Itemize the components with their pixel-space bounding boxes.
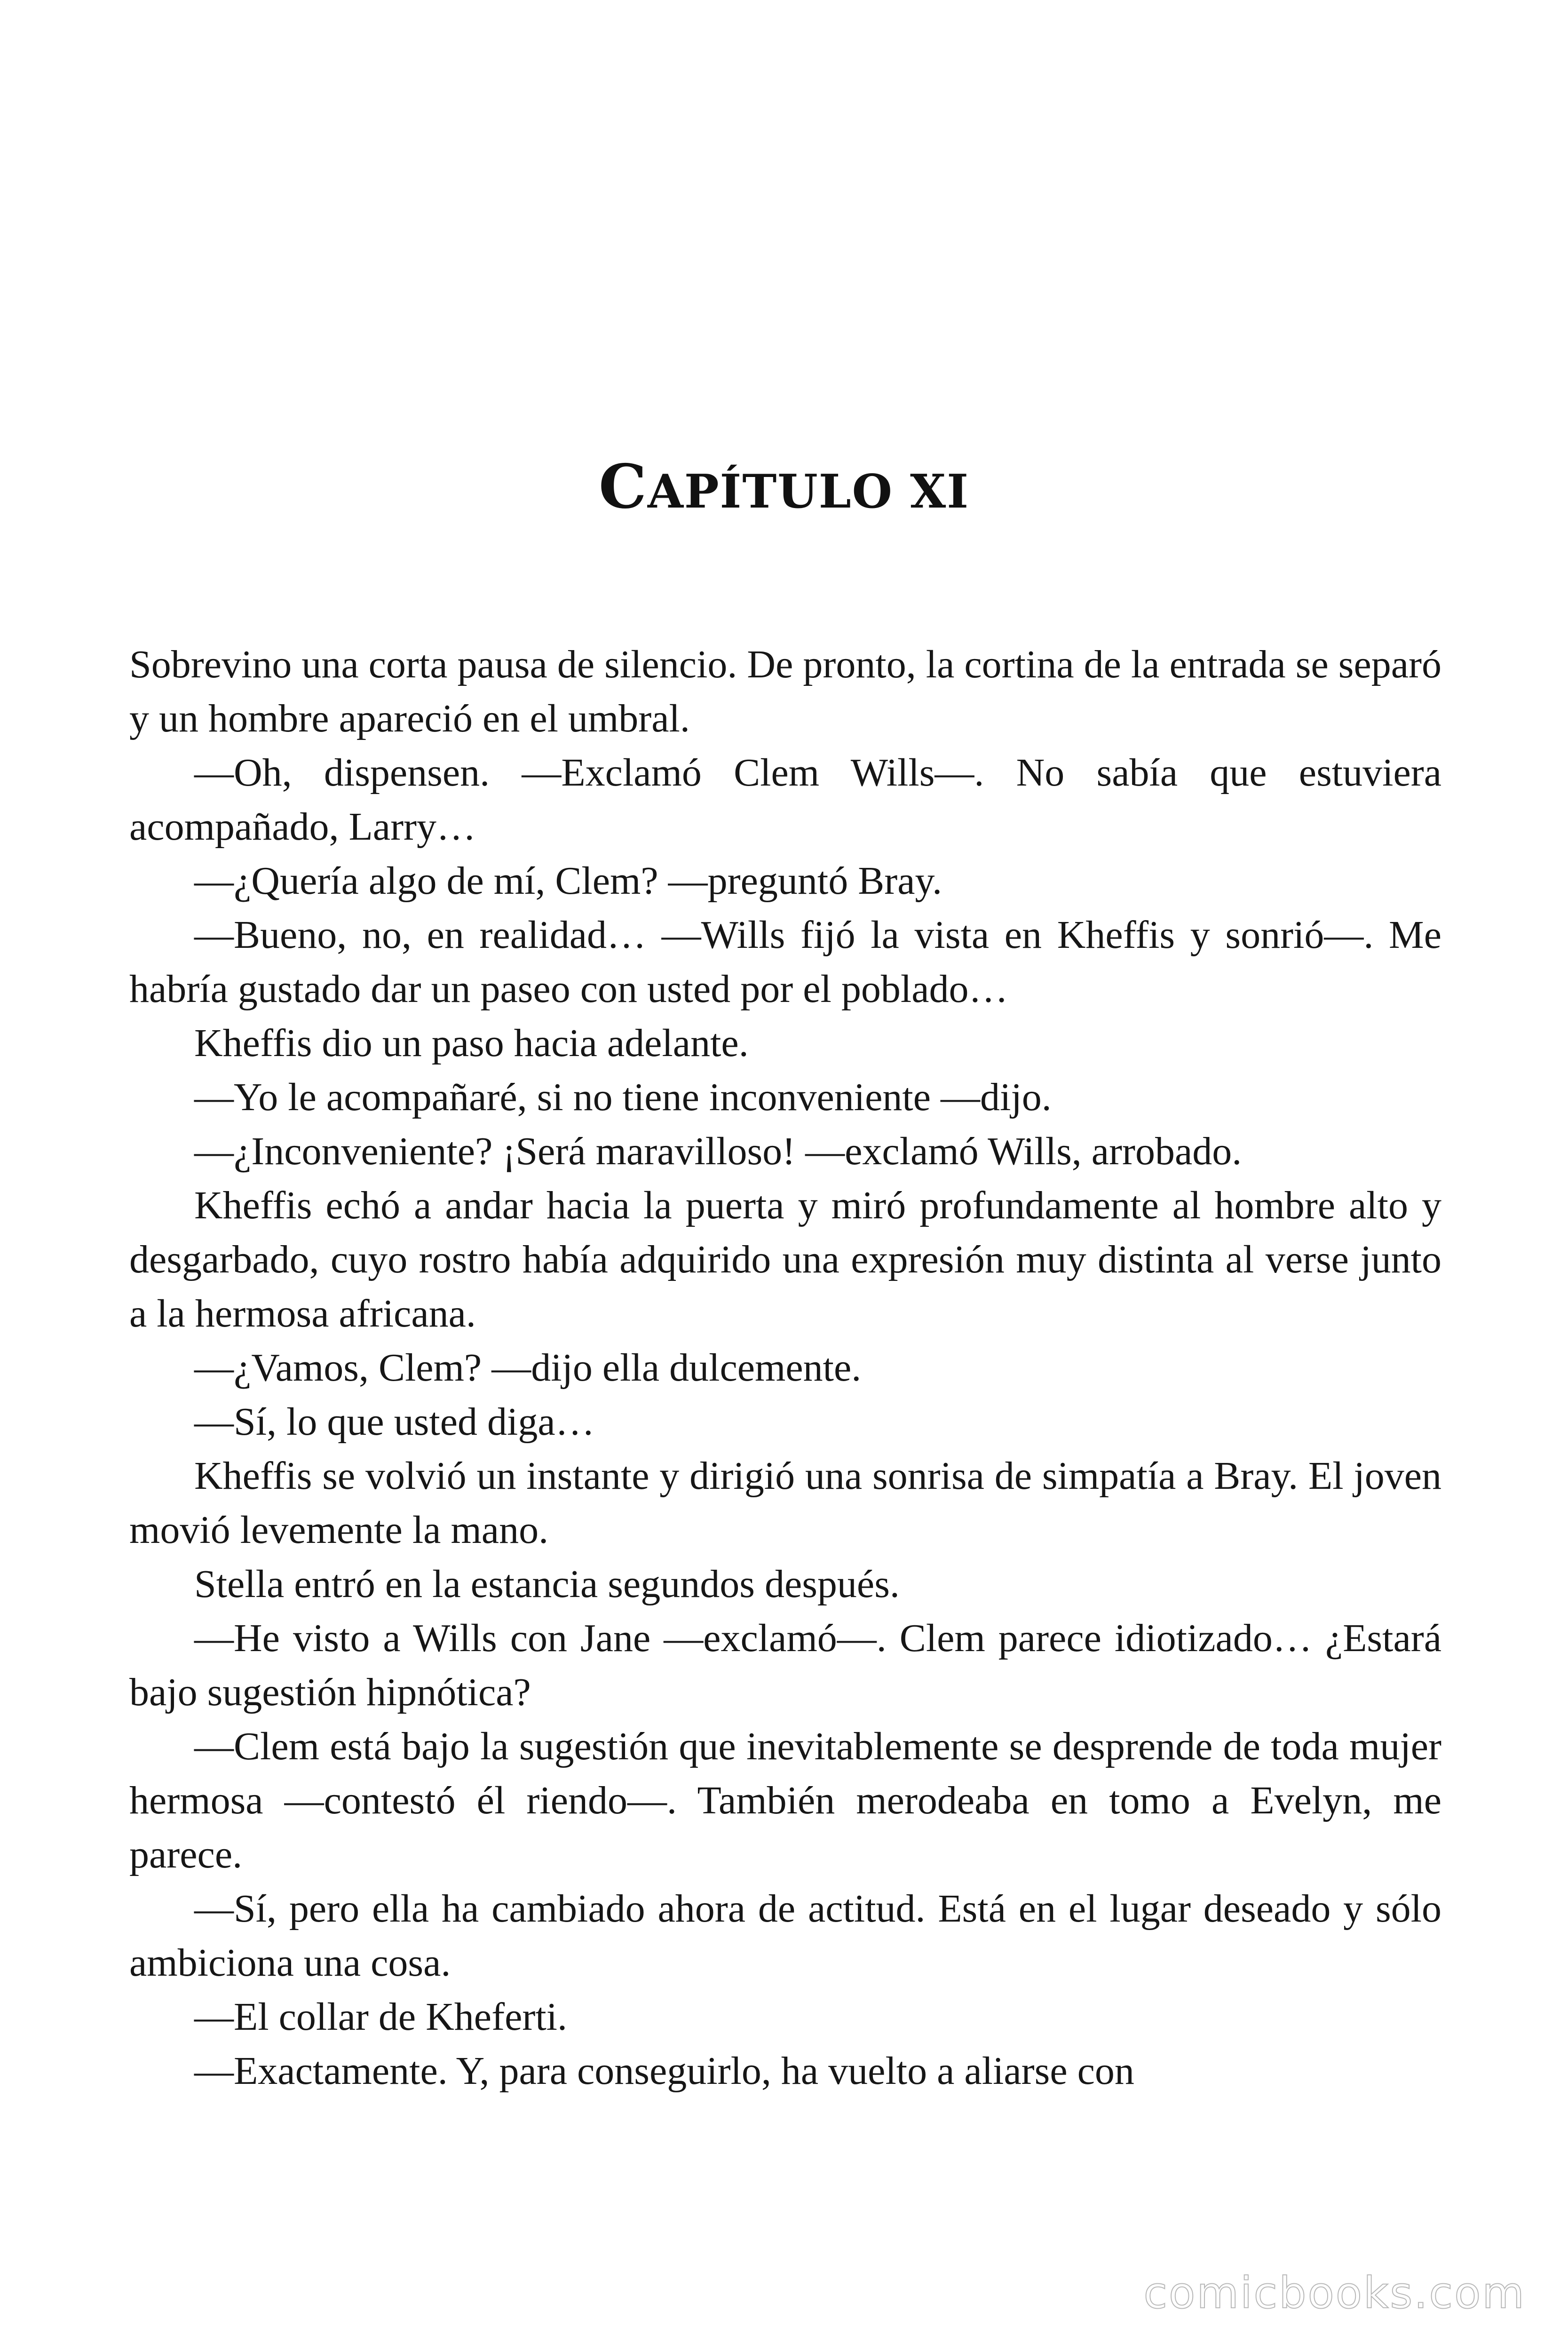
watermark: comicbooks.com xyxy=(1143,2268,1526,2318)
paragraph: —Yo le acompañaré, si no tiene inconveniente —dijo. xyxy=(194,1075,1052,1119)
paragraph: Kheffis echó a andar hacia la puerta y miró profundamente al hombre alto y desgarbado, cuyo rostro había adquirido una expresión muy distinta al verse junto a la hermosa africana. xyxy=(129,1184,1441,1335)
paragraph: —Exactamente. Y, para conseguirlo, ha vuelto a aliarse con xyxy=(194,2049,1134,2093)
chapter-title xyxy=(0,452,1568,522)
paragraph: —El collar de Kheferti. xyxy=(194,1995,567,2039)
paragraph: —¿Quería algo de mí, Clem? —preguntó Bray. xyxy=(194,859,942,903)
paragraph: —¿Vamos, Clem? —dijo ella dulcemente. xyxy=(194,1346,862,1390)
chapter-title-rest: APÍTULO XI xyxy=(647,465,970,519)
paragraph: Sobrevino una corta pausa de silencio. De pronto, la cortina de la entrada se separó y un hombre apareció en el umbral. xyxy=(129,643,1441,740)
paragraph: —Clem está bajo la sugestión que inevitablemente se desprende de toda mujer hermosa —contestó él riendo—. También merodeaba en tomo a Evelyn, me parece. xyxy=(129,1724,1441,1876)
paragraph: Stella entró en la estancia segundos después. xyxy=(194,1562,900,1606)
paragraph: —Bueno, no, en realidad… —Wills fijó la vista en Kheffis y sonrió—. Me habría gustado dar un paseo con usted por el poblado… xyxy=(129,913,1441,1011)
paragraph: —He visto a Wills con Jane —exclamó—. Clem parece idiotizado… ¿Estará bajo sugestión hipnótica? xyxy=(129,1616,1441,1714)
paragraph: —¿Inconveniente? ¡Será maravilloso! —exclamó Wills, arrobado. xyxy=(194,1129,1242,1173)
paragraph: Kheffis dio un paso hacia adelante. xyxy=(194,1021,749,1065)
paragraph: Kheffis se volvió un instante y dirigió una sonrisa de simpatía a Bray. El joven movió levemente la mano. xyxy=(129,1454,1441,1552)
chapter-body xyxy=(129,637,1441,2098)
paragraph: —Oh, dispensen. —Exclamó Clem Wills—. No sabía que estuviera acompañado, Larry… xyxy=(129,751,1441,849)
chapter-title-initial: C xyxy=(598,452,648,522)
paragraph: —Sí, pero ella ha cambiado ahora de actitud. Está en el lugar deseado y sólo ambiciona una cosa. xyxy=(129,1887,1441,1985)
paragraph: —Sí, lo que usted diga… xyxy=(194,1400,595,1444)
